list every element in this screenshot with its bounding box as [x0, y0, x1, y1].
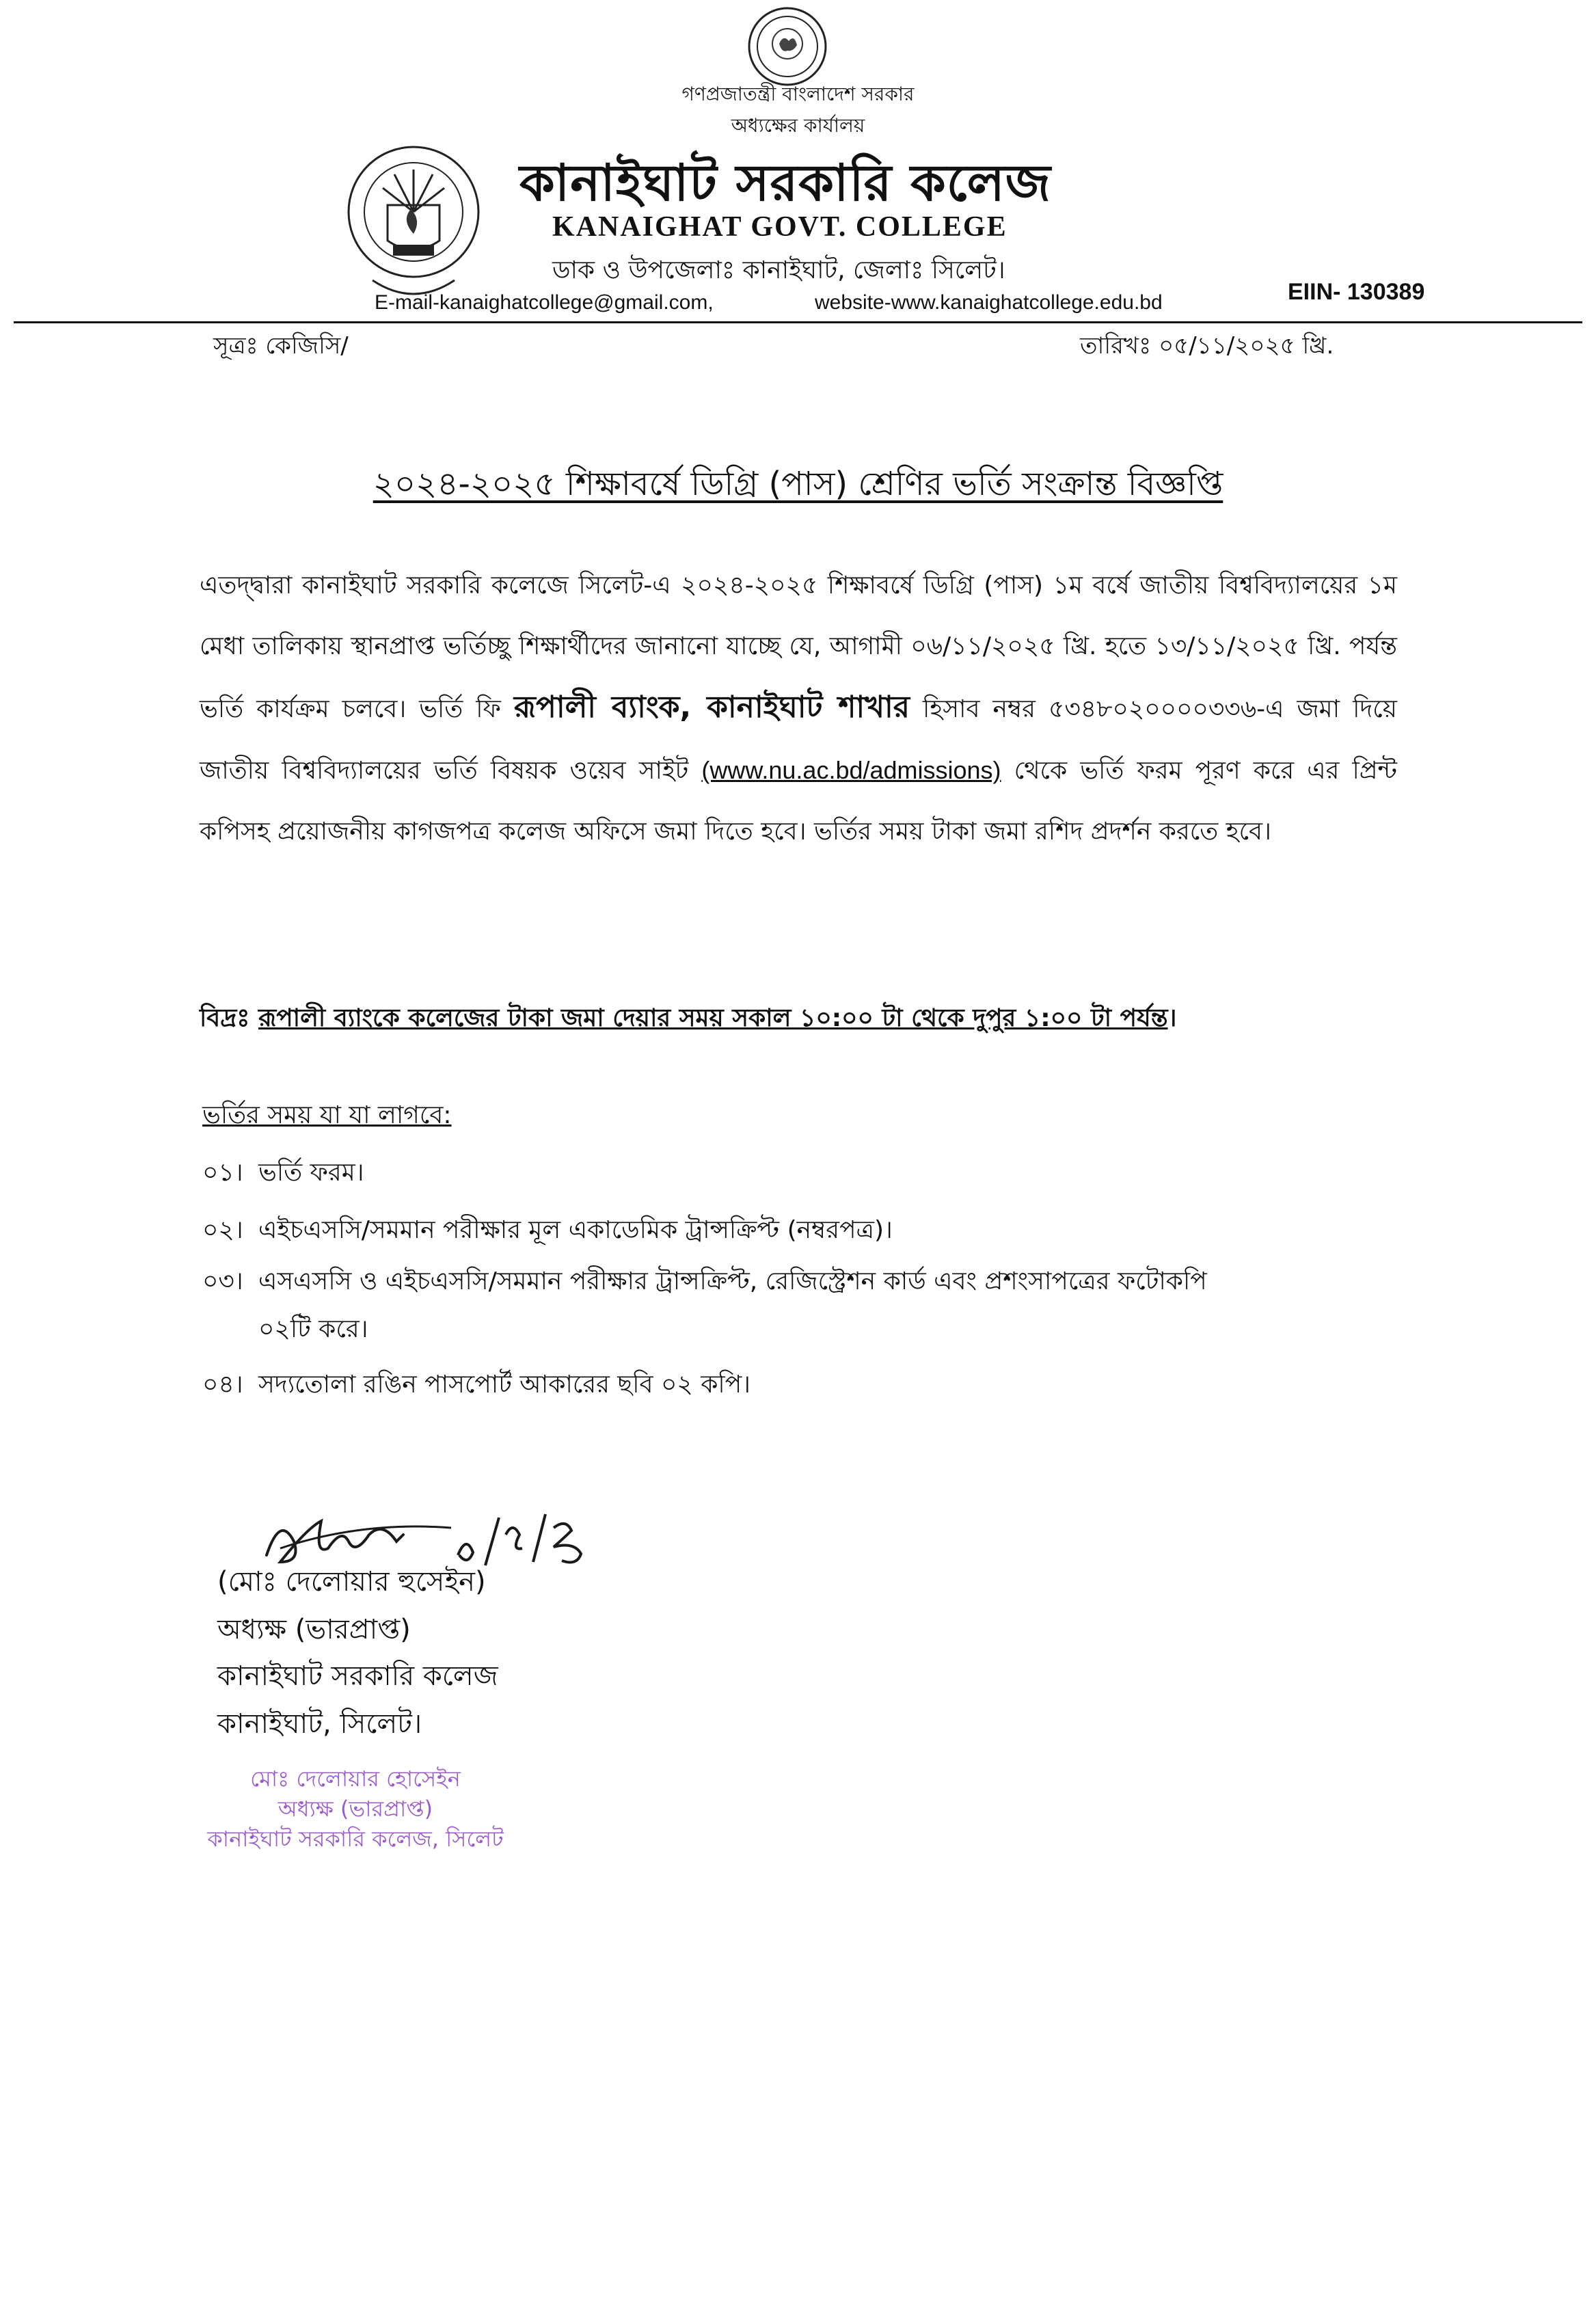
note-text: রূপালী ব্যাংকে কলেজের টাকা জমা দেয়ার সময় সকাল ১০:০০ টা থেকে দুপুর ১:০০ টা পর্যন্ত	[258, 1004, 1168, 1032]
list-item-text: এইচএসসি/সমমান পরীক্ষার মূল একাডেমিক ট্রান্সক্রিপ্ট (নম্বরপত্র)।	[258, 1216, 893, 1244]
notice-body-text-3: থেকে ভর্তি ফরম পূরণ করে এর প্রিন্ট কপিসহ প্রয়োজনীয় কাগজপত্র কলেজ অফিসে জমা দিতে হবে। ভর্তির সময় টাকা জমা রশিদ প্রদর্শন করতে হবে।	[200, 757, 1397, 846]
list-item-number: ০১।	[202, 1159, 243, 1187]
college-email: E-mail-kanaighatcollege@gmail.com,	[375, 291, 714, 314]
stamp-line-name: মোঃ দেলোয়ার হোসেইন	[250, 1766, 461, 1792]
college-website: website-www.kanaighatcollege.edu.bd	[815, 291, 1163, 314]
office-label: অধ্যক্ষের কার্যালয়	[731, 114, 865, 137]
stamp-line-college: কানাইঘাট সরকারি কলেজ, সিলেট	[207, 1826, 504, 1852]
requirements-heading: ভর্তির সময় যা যা লাগবে:	[202, 1101, 452, 1129]
college-name-en: KANAIGHAT GOVT. COLLEGE	[552, 211, 1007, 243]
notice-body	[200, 555, 1397, 862]
list-item	[202, 1211, 893, 1252]
note-end: ।	[1167, 1004, 1177, 1032]
government-label: গণপ্রজাতন্ত্রী বাংলাদেশ সরকার	[681, 83, 915, 105]
list-item-number: ০২।	[202, 1216, 243, 1244]
government-seal-icon	[746, 5, 828, 87]
signatory-college: কানাইঘাট সরকারি কলেজ	[217, 1660, 498, 1692]
list-item-text: সদ্যতোলা রঙিন পাসপোর্ট আকারের ছবি ০২ কপি।	[258, 1371, 751, 1399]
college-logo-icon	[345, 137, 482, 308]
note-label: বিদ্রঃ	[200, 1004, 250, 1032]
list-item-number: ০৩।	[202, 1267, 243, 1295]
eiin-number: EIIN- 130389	[1288, 279, 1425, 305]
official-stamp	[191, 1764, 519, 1854]
list-item-continuation: ০২টি করে।	[258, 1315, 368, 1343]
list-item	[202, 1366, 750, 1407]
list-item-text: এসএসসি ও এইচএসসি/সমমান পরীক্ষার ট্রান্সক্রিপ্ট, রেজিস্ট্রেশন কার্ড এবং প্রশংসাপত্রের ফটোকপি	[258, 1267, 1207, 1295]
notice-date: তারিখঃ ০৫/১১/২০২৫ খ্রি.	[1080, 332, 1334, 360]
signatory-location: কানাইঘাট, সিলেট।	[217, 1708, 422, 1740]
notice-body-text-2: হিসাব নম্বর ৫৩৪৮০২০০০০৩৩৬-এ জমা দিয়ে জাতীয় বিশ্ববিদ্যালয়ের ভর্তি বিষয়ক ওয়েব সাইট	[200, 695, 1397, 785]
reference-number: সূত্রঃ কেজিসি/	[213, 332, 349, 360]
bank-name: রূপালী ব্যাংক, কানাইঘাট শাখার	[513, 690, 910, 725]
list-item	[202, 1154, 364, 1195]
signatory-name: (মোঃ দেলোয়ার হুসেইন)	[217, 1566, 486, 1598]
college-address: ডাক ও উপজেলাঃ কানাইঘাট, জেলাঃ সিলেট।	[552, 256, 1005, 284]
header-divider	[14, 321, 1582, 323]
notice-body-text-1: এতদ্দ্বারা কানাইঘাট সরকারি কলেজে সিলেট-এ ২০২৪-২০২৫ শিক্ষাবর্ষে ডিগ্রি (পাস) ১ম বর্ষে জাতীয় বিশ্ববিদ্যালয়ের ১ম মেধা তালিকায় স্থানপ্রাপ্ত ভর্তিচ্ছু শিক্ষার্থীদের জানানো যাচ্ছে যে, আগামী ০৬/১১/২০২৫ খ্রি. হতে ১৩/১১/২০২৫ খ্রি. পর্যন্ত ভর্তি কার্যক্রম চলবে। ভর্তি ফি	[200, 571, 1397, 723]
note-line	[200, 999, 1176, 1040]
college-name-bn: কানাইঘাট সরকারি কলেজ	[519, 154, 1051, 213]
list-item	[202, 1258, 1412, 1354]
list-item-text: ভর্তি ফরম।	[258, 1159, 364, 1187]
notice-title: ২০২৪-২০২৫ শিক্ষাবর্ষে ডিগ্রি (পাস) শ্রেণির ভর্তি সংক্রান্ত বিজ্ঞপ্তি	[373, 465, 1223, 503]
stamp-line-designation: অধ্যক্ষ (ভারপ্রাপ্ত)	[278, 1796, 433, 1822]
signatory-designation: অধ্যক্ষ (ভারপ্রাপ্ত)	[217, 1614, 411, 1645]
list-item-number: ০৪।	[202, 1371, 243, 1399]
admission-url: (www.nu.ac.bd/admissions)	[701, 756, 1001, 784]
